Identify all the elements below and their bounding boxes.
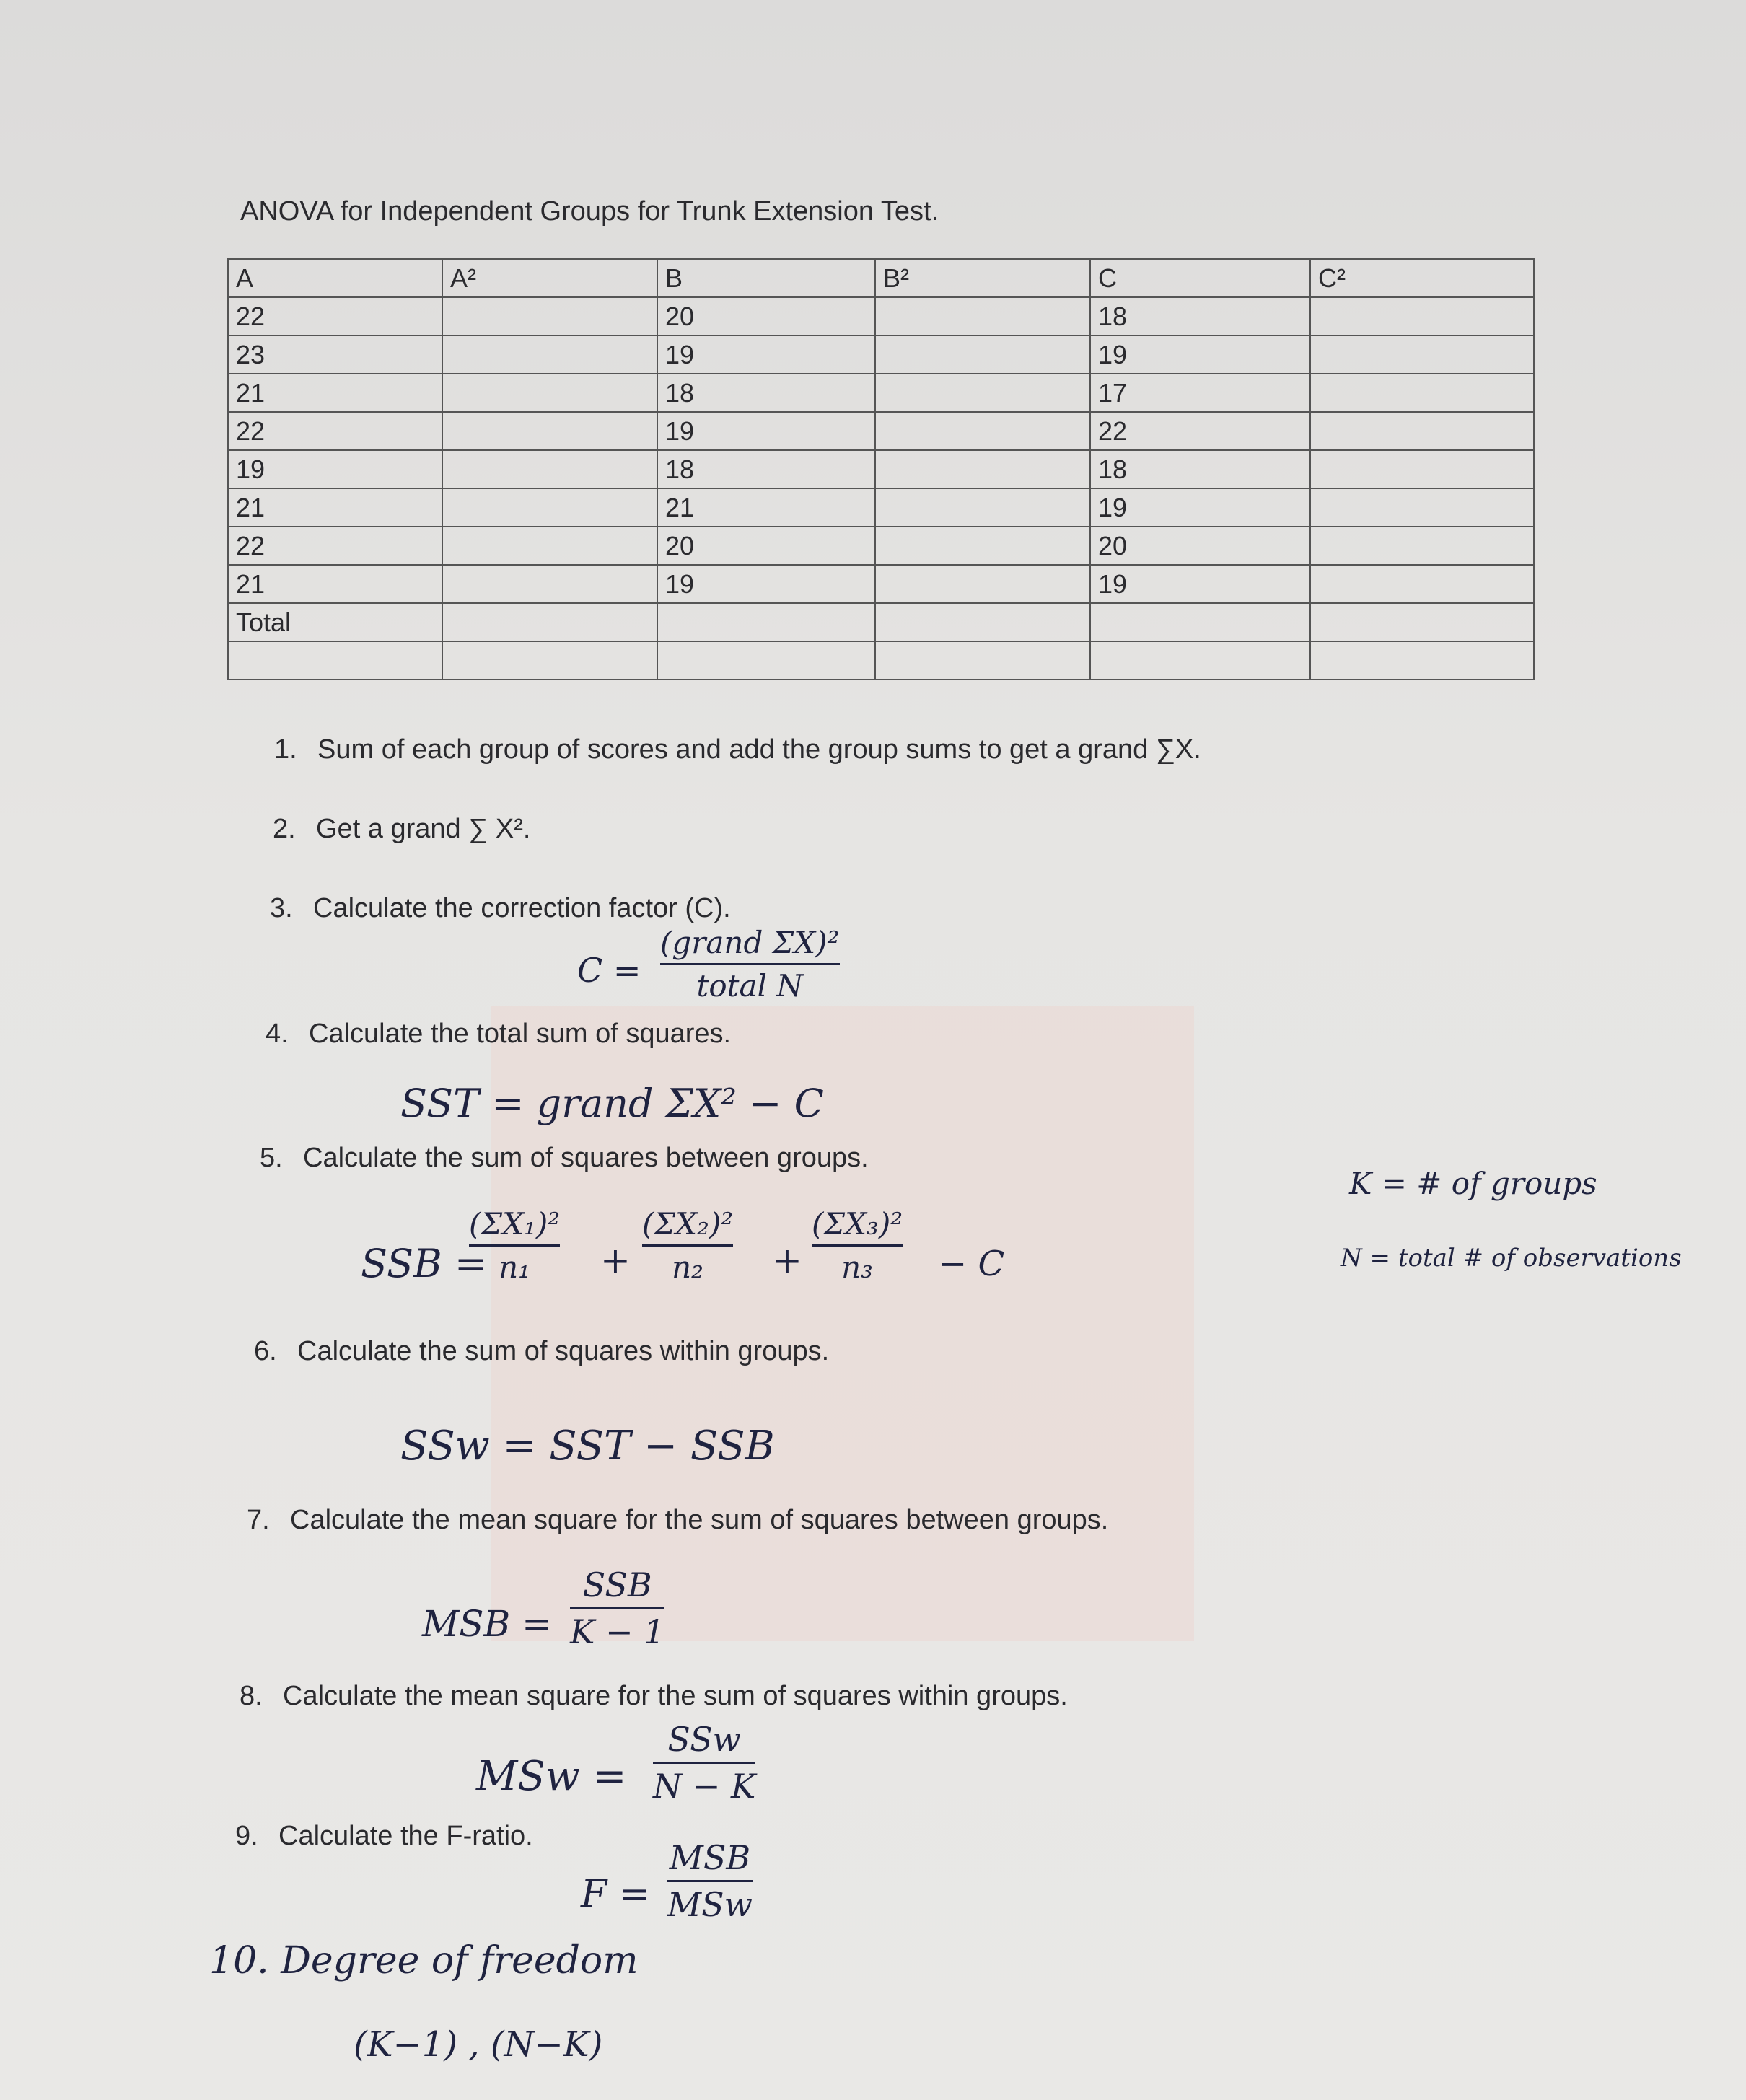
step-5: [260, 1143, 869, 1174]
ssb-term-2-numerator: (ΣX₂)²: [642, 1206, 734, 1242]
cell-c: 19: [1090, 565, 1310, 603]
cell-b-squared: [875, 488, 1090, 527]
step-number: 3.: [270, 893, 293, 923]
cell-a-squared: [442, 297, 657, 335]
msb-fraction: [570, 1565, 664, 1651]
step-text: Calculate the mean square for the sum of squares within groups.: [283, 1681, 1068, 1711]
cell-a-squared: [442, 412, 657, 450]
cell-a-squared: [442, 335, 657, 374]
ssb-term-2: [642, 1206, 733, 1285]
ssb-term-1-denominator: n₁: [499, 1249, 530, 1285]
step-3: [270, 893, 731, 924]
cell-b: 19: [657, 335, 875, 374]
cell-c-squared: [1310, 412, 1534, 450]
cell-b: 20: [657, 527, 875, 565]
cell-c: 18: [1090, 297, 1310, 335]
cell-a-squared: [442, 374, 657, 412]
degrees-of-freedom-values: (K−1) , (N−K): [354, 2024, 603, 2065]
step-number: 4.: [266, 1019, 289, 1049]
msb-formula-lhs: MSB =: [422, 1603, 552, 1645]
fraction-bar: [653, 1762, 755, 1764]
step-8: [240, 1681, 1068, 1712]
total-b-squared: [875, 603, 1090, 641]
cell-a: 22: [228, 412, 442, 450]
cell-a: 23: [228, 335, 442, 374]
blank-cell: [1310, 641, 1534, 680]
step-text: Calculate the correction factor (C).: [313, 893, 731, 923]
cell-c: 22: [1090, 412, 1310, 450]
cell-b-squared: [875, 412, 1090, 450]
f-denominator: MSw: [667, 1885, 753, 1924]
header-a: A: [228, 259, 442, 297]
header-c-squared: C²: [1310, 259, 1534, 297]
cell-c-squared: [1310, 565, 1534, 603]
table-row: [228, 335, 1534, 374]
step-number: 2.: [273, 814, 296, 844]
table-row: [228, 565, 1534, 603]
step-text: Calculate the sum of squares within groups.: [297, 1336, 830, 1366]
table-row: [228, 527, 1534, 565]
ssb-term-3-numerator: (ΣX₃)²: [812, 1206, 903, 1242]
fraction-bar: [469, 1244, 560, 1247]
ssb-term-3-denominator: n₃: [841, 1249, 873, 1285]
msw-fraction: [653, 1720, 755, 1806]
table-row: [228, 412, 1534, 450]
step-text: Calculate the F-ratio.: [278, 1821, 533, 1851]
cell-a-squared: [442, 565, 657, 603]
fraction-bar: [570, 1607, 664, 1609]
step-6: [254, 1336, 829, 1367]
blank-cell: [657, 641, 875, 680]
step-number: 8.: [240, 1681, 263, 1711]
cell-b: 18: [657, 450, 875, 488]
header-c: C: [1090, 259, 1310, 297]
c-formula-fraction: [660, 925, 840, 1003]
cell-b: 18: [657, 374, 875, 412]
data-table: [227, 258, 1535, 680]
table-header-row: [228, 259, 1534, 297]
cell-a: 22: [228, 297, 442, 335]
cell-a-squared: [442, 450, 657, 488]
step-text: Calculate the total sum of squares.: [309, 1019, 732, 1049]
step-number: 6.: [254, 1336, 277, 1366]
step-4: [266, 1019, 731, 1050]
cell-a-squared: [442, 488, 657, 527]
msw-numerator: SSw: [667, 1720, 741, 1759]
step-2: [273, 814, 530, 845]
step-9: [235, 1821, 533, 1852]
f-formula-lhs: F =: [581, 1873, 651, 1916]
c-denominator: total N: [696, 968, 804, 1003]
step-10-degree-of-freedom: 10. Degree of freedom: [209, 1939, 639, 1982]
ssb-term-1: [469, 1206, 560, 1285]
step-text: Calculate the sum of squares between groups.: [303, 1143, 869, 1173]
step-number: 9.: [235, 1821, 258, 1851]
blank-cell: [228, 641, 442, 680]
fraction-bar: [812, 1244, 903, 1247]
cell-c: 18: [1090, 450, 1310, 488]
worksheet-title: ANOVA for Independent Groups for Trunk Extension Test.: [240, 196, 939, 227]
cell-a: 21: [228, 374, 442, 412]
n-note: N = total # of observations: [1341, 1244, 1682, 1273]
cell-a: 19: [228, 450, 442, 488]
ssb-term-3: [812, 1206, 903, 1285]
step-text: Sum of each group of scores and add the group sums to get a grand ∑X.: [317, 734, 1201, 765]
cell-a: 21: [228, 565, 442, 603]
plus-sign: +: [772, 1239, 802, 1281]
cell-b: 19: [657, 565, 875, 603]
cell-c-squared: [1310, 527, 1534, 565]
cell-c-squared: [1310, 297, 1534, 335]
total-b: [657, 603, 875, 641]
f-fraction: [667, 1838, 753, 1924]
cell-c: 17: [1090, 374, 1310, 412]
table-row: [228, 488, 1534, 527]
header-b-squared: B²: [875, 259, 1090, 297]
total-a-squared: [442, 603, 657, 641]
table-row: [228, 297, 1534, 335]
ssw-formula: SSw = SST − SSB: [400, 1423, 775, 1469]
fraction-bar: [660, 963, 840, 965]
table-total-row: [228, 603, 1534, 641]
cell-a: 21: [228, 488, 442, 527]
blank-cell: [1090, 641, 1310, 680]
fraction-bar: [667, 1880, 753, 1882]
cell-c: 19: [1090, 488, 1310, 527]
blank-cell: [442, 641, 657, 680]
cell-a-squared: [442, 527, 657, 565]
cell-b-squared: [875, 527, 1090, 565]
step-number: 7.: [247, 1505, 270, 1535]
ssb-term-1-numerator: (ΣX₁)²: [469, 1206, 561, 1242]
f-numerator: MSB: [669, 1838, 751, 1877]
msw-formula-lhs: MSw =: [476, 1753, 627, 1800]
cell-b-squared: [875, 374, 1090, 412]
ssb-formula-lhs: SSB =: [361, 1241, 488, 1286]
table-row: [228, 374, 1534, 412]
cell-b-squared: [875, 297, 1090, 335]
msw-denominator: N − K: [653, 1767, 756, 1806]
sst-formula: SST = grand ΣX² − C: [400, 1081, 824, 1126]
total-c-squared: [1310, 603, 1534, 641]
msb-numerator: SSB: [582, 1565, 652, 1604]
c-numerator: (grand ΣX)²: [660, 925, 840, 960]
k-note: K = # of groups: [1349, 1166, 1597, 1201]
cell-b: 21: [657, 488, 875, 527]
cell-c-squared: [1310, 335, 1534, 374]
cell-b-squared: [875, 450, 1090, 488]
cell-b: 19: [657, 412, 875, 450]
step-7: [247, 1505, 1108, 1536]
step-number: 1.: [274, 734, 297, 765]
header-a-squared: A²: [442, 259, 657, 297]
total-c: [1090, 603, 1310, 641]
cell-b-squared: [875, 335, 1090, 374]
cell-a: 22: [228, 527, 442, 565]
cell-c: 19: [1090, 335, 1310, 374]
plus-sign: +: [600, 1239, 631, 1281]
cell-c-squared: [1310, 374, 1534, 412]
header-b: B: [657, 259, 875, 297]
fraction-bar: [642, 1244, 733, 1247]
c-formula-lhs: C =: [577, 951, 641, 990]
total-label: Total: [228, 603, 442, 641]
step-1: [274, 734, 1201, 765]
minus-c: − C: [938, 1244, 1005, 1284]
cell-c-squared: [1310, 450, 1534, 488]
cell-b: 20: [657, 297, 875, 335]
cell-c-squared: [1310, 488, 1534, 527]
table-blank-row: [228, 641, 1534, 680]
table-row: [228, 450, 1534, 488]
msb-denominator: K − 1: [570, 1612, 665, 1651]
step-text: Calculate the mean square for the sum of squares between groups.: [290, 1505, 1109, 1535]
cell-c: 20: [1090, 527, 1310, 565]
step-number: 5.: [260, 1143, 283, 1173]
blank-cell: [875, 641, 1090, 680]
ssb-term-2-denominator: n₂: [672, 1249, 703, 1285]
step-text: Get a grand ∑ X².: [316, 814, 531, 844]
cell-b-squared: [875, 565, 1090, 603]
